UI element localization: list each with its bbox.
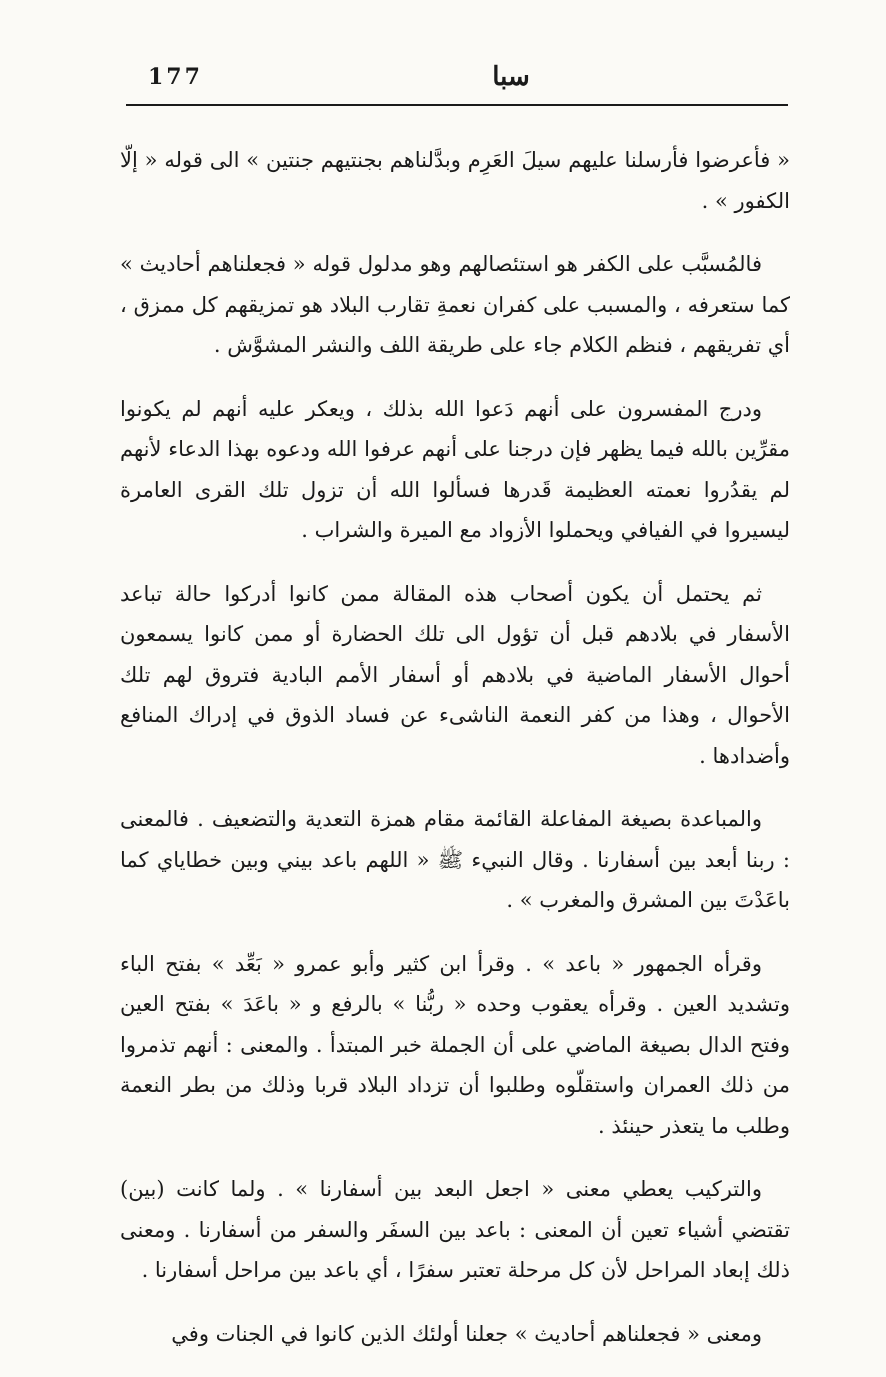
paragraph-2: فالمُسبَّب على الكفر هو استئصالهم وهو مدلول قوله « فجعلناهم أحاديث » كما ستعرفه ، والمسبب على كفران نعمةِ تقارب البلاد هو تمزيقهم كل ممزق ، أي تفريقهم ، فنظم الكلام جاء على طريقة اللف والنشر المشوَّش . — [120, 252, 790, 357]
paragraph-8: ومعنى « فجعلناهم أحاديث » جعلنا أولئك الذين كانوا في الجنات وفي — [171, 1321, 762, 1346]
paragraph-5: والمباعدة بصيغة المفاعلة القائمة مقام همزة التعدية والتضعيف . فالمعنى : ربنا أبعد بين أسفارنا . وقال النبيء ﷺ « اللهم باعد بيني وبين خطاياي كما باعَدْتَ بين المشرق والمغرب » . — [120, 807, 790, 912]
paragraph-6: وقرأه الجمهور « باعد » . وقرأ ابن كثير وأبو عمرو « بَعِّد » بفتح الباء وتشديد العين . وقرأه يعقوب وحده « ربُّنا » بالرفع و « باعَدَ » بفتح العين وفتح الدال بصيغة الماضي على أن الجملة خبر المبتدأ . والمعنى : أنهم تذمروا من ذلك العمران واستقلّوه وطلبوا أن تزداد البلاد قربا وذلك من بطر النعمة وطلب ما يتعذر حينئذ . — [120, 951, 790, 1138]
page-header — [126, 58, 788, 106]
paragraph-4: ثم يحتمل أن يكون أصحاب هذه المقالة ممن كانوا أدركوا حالة تباعد الأسفار في بلادهم قبل أن تؤول الى تلك الحضارة أو ممن كانوا يسمعون أحوال الأسفار الماضية في بلادهم أو أسفار الأمم البادية فتروق لهم تلك الأحوال ، وهذا من كفر النعمة الناشىء عن فساد الذوق في إدراك المنافع وأضدادها . — [120, 581, 790, 768]
body-text — [120, 140, 790, 1377]
running-title: سبا — [492, 62, 530, 92]
paragraph-3: ودرج المفسرون على أنهم دَعوا الله بذلك ، ويعكر عليه أنهم لم يكونوا مقرِّين بالله فيما يظهر فإن درجنا على أنهم عرفوا الله ودعوه بهذا الدعاء لأنهم لم يقدُروا نعمته العظيمة قَدرها فسألوا الله أن تزول تلك القرى العامرة ليسيروا في الفيافي ويحملوا الأزواد مع الميرة والشراب . — [120, 396, 790, 542]
paragraph-1: « فأعرضوا فأرسلنا عليهم سيلَ العَرِم وبدَّلناهم بجنتيهم جنتين » الى قوله « إلّا الكفور » . — [120, 148, 790, 213]
page-number: 177 — [148, 64, 203, 90]
paragraph-7: والتركيب يعطي معنى « اجعل البعد بين أسفارنا » . ولما كانت (بين) تقتضي أشياء تعين أن المعنى : باعد بين السفَر والسفر من أسفارنا . ومعنى ذلك إبعاد المراحل لأن كل مرحلة تعتبر سفرًا ، أي باعد بين مراحل أسفارنا . — [120, 1177, 790, 1282]
